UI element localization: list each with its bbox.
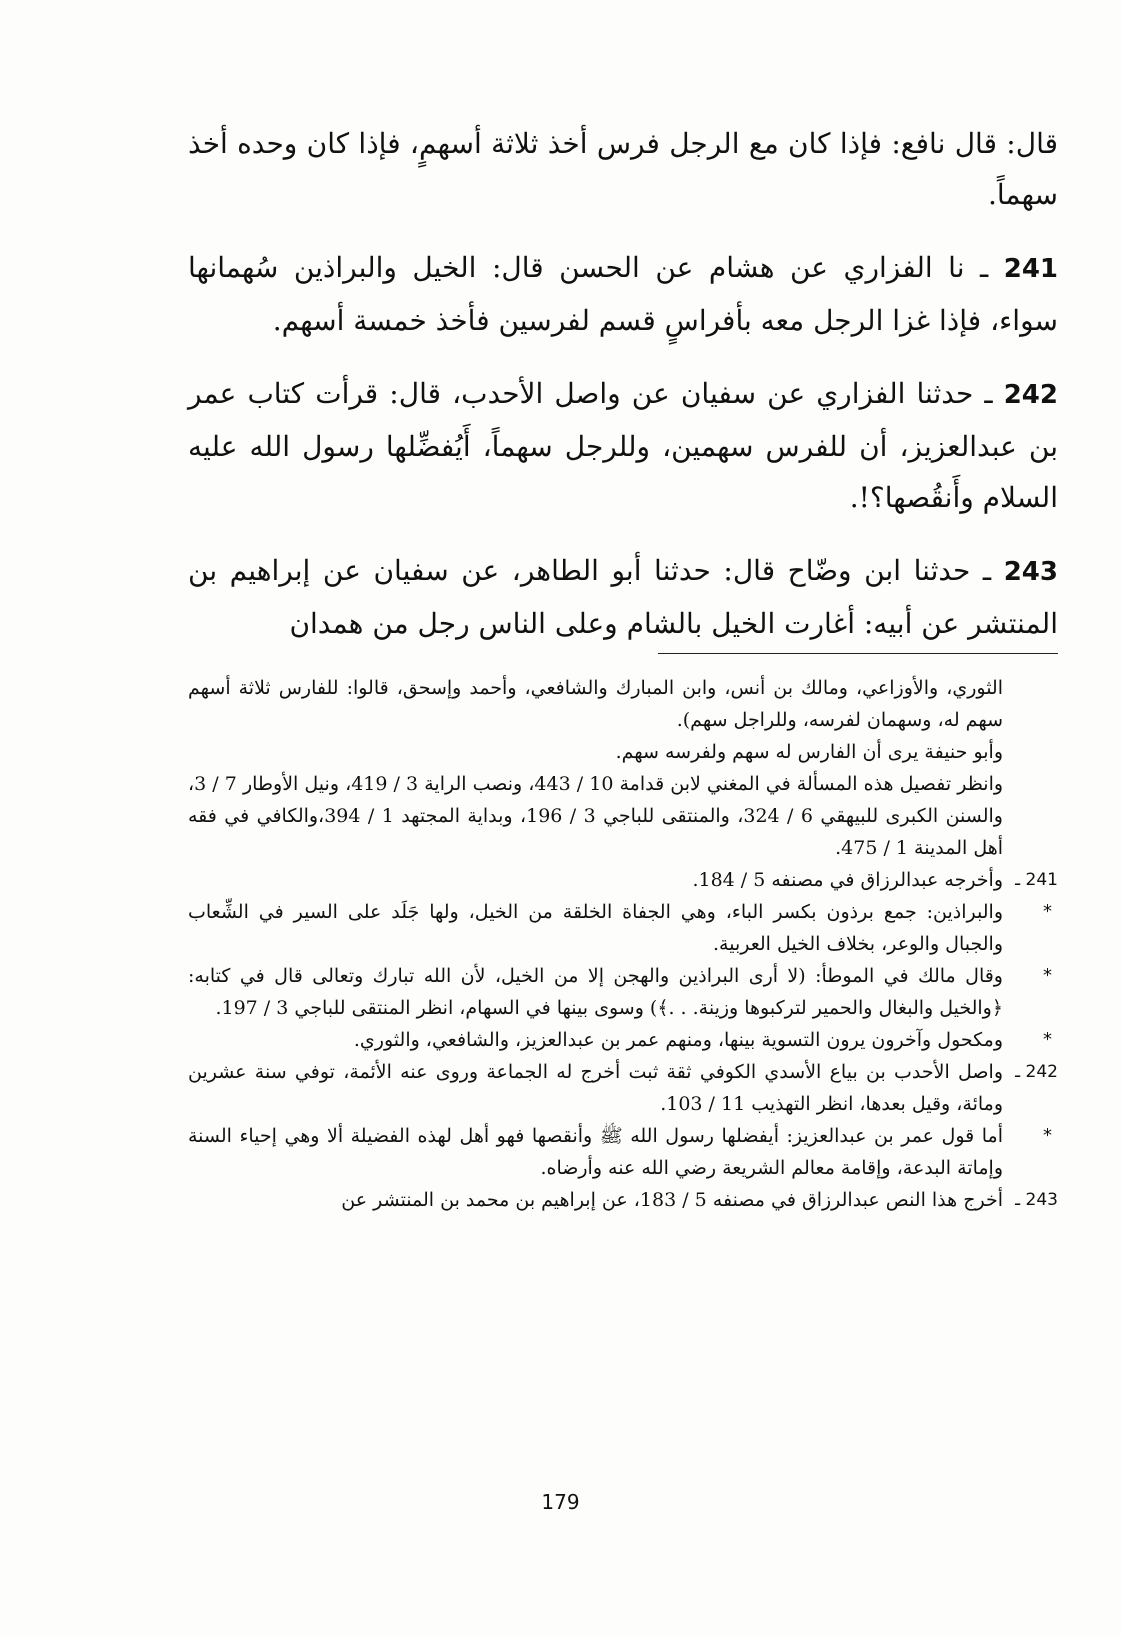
footnote-242 — [188, 1056, 1058, 1120]
footnote-text: وأخرجه عبدالرزاق في مصنفه 5 / 184. — [692, 869, 1003, 891]
footnote-separator — [658, 653, 1058, 654]
paragraph-242 — [188, 368, 1058, 523]
paragraph-243 — [188, 545, 1058, 649]
hadith-number: 241 — [1003, 254, 1059, 284]
paragraph-241 — [188, 242, 1058, 346]
footnote-number: 242 ـ — [1015, 1062, 1058, 1082]
footnote-number: 241 ـ — [1015, 870, 1058, 890]
footnote-241 — [188, 864, 1058, 896]
paragraph-text: ـ نا الفزاري عن هشام عن الحسن قال: الخيل والبراذين سُهمانها سواء، فإذا غزا الرجل معه بأفراسٍ قسم لفرسين فأخذ خمسة أسهم. — [188, 251, 1058, 337]
hadith-number: 242 — [1003, 380, 1058, 410]
asterisk-icon: * — [1043, 1125, 1052, 1146]
footnote-paragraph: وانظر تفصيل هذه المسألة في المغني لابن قدامة 10 / 443، ونصب الراية 3 / 419، ونيل الأوطار 7 / 3، والسنن الكبرى للبيهقي 6 / 324، والمنتقى للباجي 3 / 196، وبداية المجتهد 1 / 394،والكافي في فقه أهل المدينة 1 / 475. — [188, 773, 1004, 859]
footnote-star-item — [188, 1120, 1058, 1184]
paragraph-text: ـ حدثنا ابن وضّاح قال: حدثنا أبو الطاهر، عن سفيان عن إبراهيم بن المنتشر عن أبيه: أغارت الخيل بالشام وعلى الناس رجل من همدان — [188, 554, 1058, 640]
paragraph-text: ـ حدثنا الفزاري عن سفيان عن واصل الأحدب، قال: قرأت كتاب عمر بن عبدالعزيز، أن للفرس سهمين، وللرجل سهماً، أَيُفضِّلها رسول الله عليه السلام وأَنقُصها؟!. — [188, 377, 1058, 514]
footnote-text: والبراذين: جمع برذون بكسر الباء، وهي الجفاة الخلقة من الخيل، ولها جَلَد على السير في الشِّعاب والجبال والوعر، بخلاف الخيل العربية. — [188, 901, 1003, 955]
footnote-number: 243 ـ — [1015, 1190, 1058, 1210]
footnote-text: أخرج هذا النص عبدالرزاق في مصنفه 5 / 183، عن إبراهيم بن محمد بن المنتشر عن — [341, 1189, 1003, 1211]
footnote-paragraph: وأبو حنيفة يرى أن الفارس له سهم ولفرسه سهم. — [615, 741, 1003, 763]
footnote-star-item — [188, 960, 1058, 1024]
hadith-number: 243 — [1003, 557, 1058, 587]
asterisk-icon: * — [1043, 901, 1052, 922]
footnote-star-item — [188, 1024, 1058, 1056]
footnote-text: ومكحول وآخرون يرون التسوية بينها، ومنهم عمر بن عبدالعزيز، والشافعي، والثوري. — [353, 1029, 1003, 1051]
asterisk-icon: * — [1043, 965, 1052, 986]
footnote-text: أما قول عمر بن عبدالعزيز: أيفضلها رسول الله ﷺ وأنقصها فهو أهل لهذه الفضيلة ألا وهي إحياء السنة وإماتة البدعة، وإقامة معالم الشريعة رضي الله عنه وأرضاه. — [188, 1125, 1003, 1179]
page-number: 179 — [541, 1490, 580, 1514]
footnote-paragraph: الثوري، والأوزاعي، ومالك بن أنس، وابن المبارك والشافعي، وأحمد وإسحق، قالوا: للفارس ثلاثة أسهم سهم له، وسهمان لفرسه، وللراجل سهم). — [188, 677, 1003, 731]
footnote-243 — [188, 1184, 1058, 1216]
footnote-text: واصل الأحدب بن بياع الأسدي الكوفي ثقة ثبت أخرج له الجماعة وروى عنه الأئمة، توفي سنة عشرين ومائة، وقيل بعدها، انظر التهذيب 11 / 103. — [188, 1061, 1003, 1115]
footnotes — [188, 672, 1058, 1216]
footnote-star-item — [188, 896, 1058, 960]
page-body — [188, 118, 1058, 1216]
paragraph-intro: قال: قال نافع: فإذا كان مع الرجل فرس أخذ ثلاثة أسهمٍ، فإذا كان وحده أخذ سهماً. — [188, 127, 1058, 211]
footnote-text: وقال مالك في الموطأ: (لا أرى البراذين والهجن إلا من الخيل، لأن الله تبارك وتعالى قال في كتابه: ﴿والخيل والبغال والحمير لتركبوها وزينة. . .﴾) وسوى بينها في السهام، انظر المنتقى للباجي 3 / 197. — [188, 965, 1003, 1019]
main-text — [188, 118, 1058, 649]
asterisk-icon: * — [1043, 1029, 1052, 1050]
